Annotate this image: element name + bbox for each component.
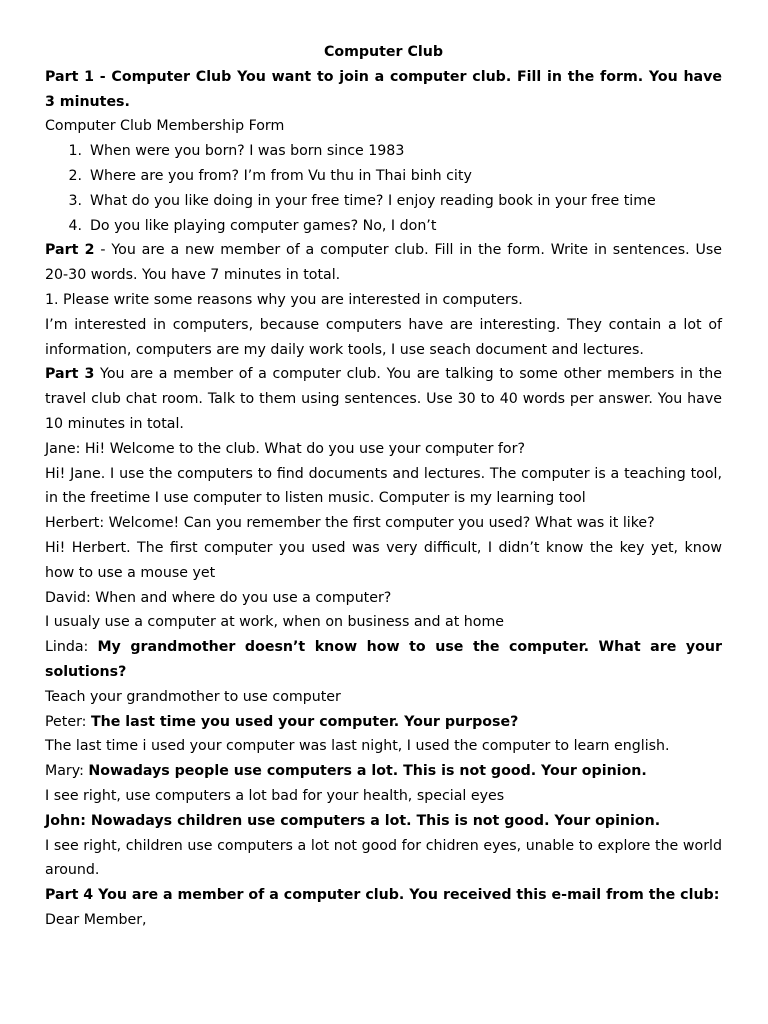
- document-page: [45, 40, 722, 933]
- part3-instructions: [45, 362, 722, 436]
- linda-answer: Teach your grandmother to use computer: [45, 688, 341, 705]
- part2-instructions: [45, 238, 722, 288]
- list-number: 1.: [68, 143, 82, 160]
- linda-question: [45, 635, 722, 685]
- question-text: The last time you used your computer. Your purpose?: [90, 713, 519, 730]
- page-title: Computer Club: [323, 44, 444, 60]
- list-number: 2.: [68, 167, 82, 184]
- question-text: Nowadays people use computers a lot. This is not good. Your opinion.: [88, 763, 647, 780]
- herbert-question: Herbert: Welcome! Can you remember the first computer you used? What was it like?: [45, 515, 655, 532]
- herbert-answer: Hi! Herbert. The first computer you used was very difficult, I didn’t know the key yet, know how to use a mouse yet: [45, 539, 722, 581]
- part4-heading: Part 4 You are a member of a computer club. You received this e-mail from the club:: [45, 887, 720, 904]
- part2-instructions-text: - You are a new member of a computer club. Fill in the form. Write in sentences. Use 20-30 words. You have 7 minutes in total.: [45, 242, 722, 284]
- list-number: 4.: [68, 217, 82, 234]
- part3-instructions-text: You are a member of a computer club. You are talking to some other members in the travel club chat room. Talk to them using sentences. Use 30 to 40 words per answer. You have 10 minutes in total.: [45, 366, 722, 432]
- mary-answer: I see right, use computers a lot bad for your health, special eyes: [45, 787, 505, 804]
- part1-heading: Part 1 - Computer Club You want to join a computer club. Fill in the form. You have 3 minutes.: [45, 68, 722, 110]
- jane-answer: Hi! Jane. I use the computers to find documents and lectures. The computer is a teaching tool, in the freetime I use computer to listen music. Computer is my learning tool: [45, 465, 722, 507]
- email-greeting: Dear Member,: [45, 911, 147, 928]
- david-question: David: When and where do you use a computer?: [45, 589, 392, 606]
- list-item: [45, 164, 722, 189]
- speaker-name: Mary:: [45, 763, 89, 780]
- list-text: When were you born? I was born since 1983: [90, 143, 405, 160]
- list-item: [45, 139, 722, 164]
- mary-question: [45, 759, 722, 784]
- form-title: Computer Club Membership Form: [45, 118, 285, 135]
- list-item: [45, 214, 722, 239]
- part3-label: Part 3: [45, 366, 95, 383]
- list-text: Do you like playing computer games? No, I don’t: [90, 217, 437, 234]
- speaker-name: Peter:: [45, 713, 91, 730]
- list-item: [45, 189, 722, 214]
- form-question-list: [45, 139, 722, 238]
- peter-answer: The last time i used your computer was last night, I used the computer to learn english.: [45, 738, 670, 755]
- david-answer: I usualy use a computer at work, when on business and at home: [45, 614, 505, 631]
- list-number: 3.: [68, 192, 82, 209]
- list-text: Where are you from? I’m from Vu thu in Thai binh city: [90, 167, 472, 184]
- speaker-name: Linda:: [45, 639, 98, 656]
- john-answer: I see right, children use computers a lot not good for chidren eyes, unable to explore the world around.: [45, 837, 722, 879]
- jane-question: Jane: Hi! Welcome to the club. What do you use your computer for?: [45, 440, 525, 457]
- part2-question: 1. Please write some reasons why you are interested in computers.: [45, 291, 523, 308]
- peter-question: [45, 710, 722, 735]
- part2-answer: I’m interested in computers, because computers have are interesting. They contain a lot of information, computers are my daily work tools, I use seach document and lectures.: [45, 316, 722, 358]
- question-text: My grandmother doesn’t know how to use the computer. What are your solutions?: [45, 639, 722, 680]
- list-text: What do you like doing in your free time? I enjoy reading book in your free time: [90, 192, 656, 209]
- part2-label: Part 2: [45, 242, 95, 259]
- john-question: John: Nowadays children use computers a lot. This is not good. Your opinion.: [45, 812, 661, 829]
